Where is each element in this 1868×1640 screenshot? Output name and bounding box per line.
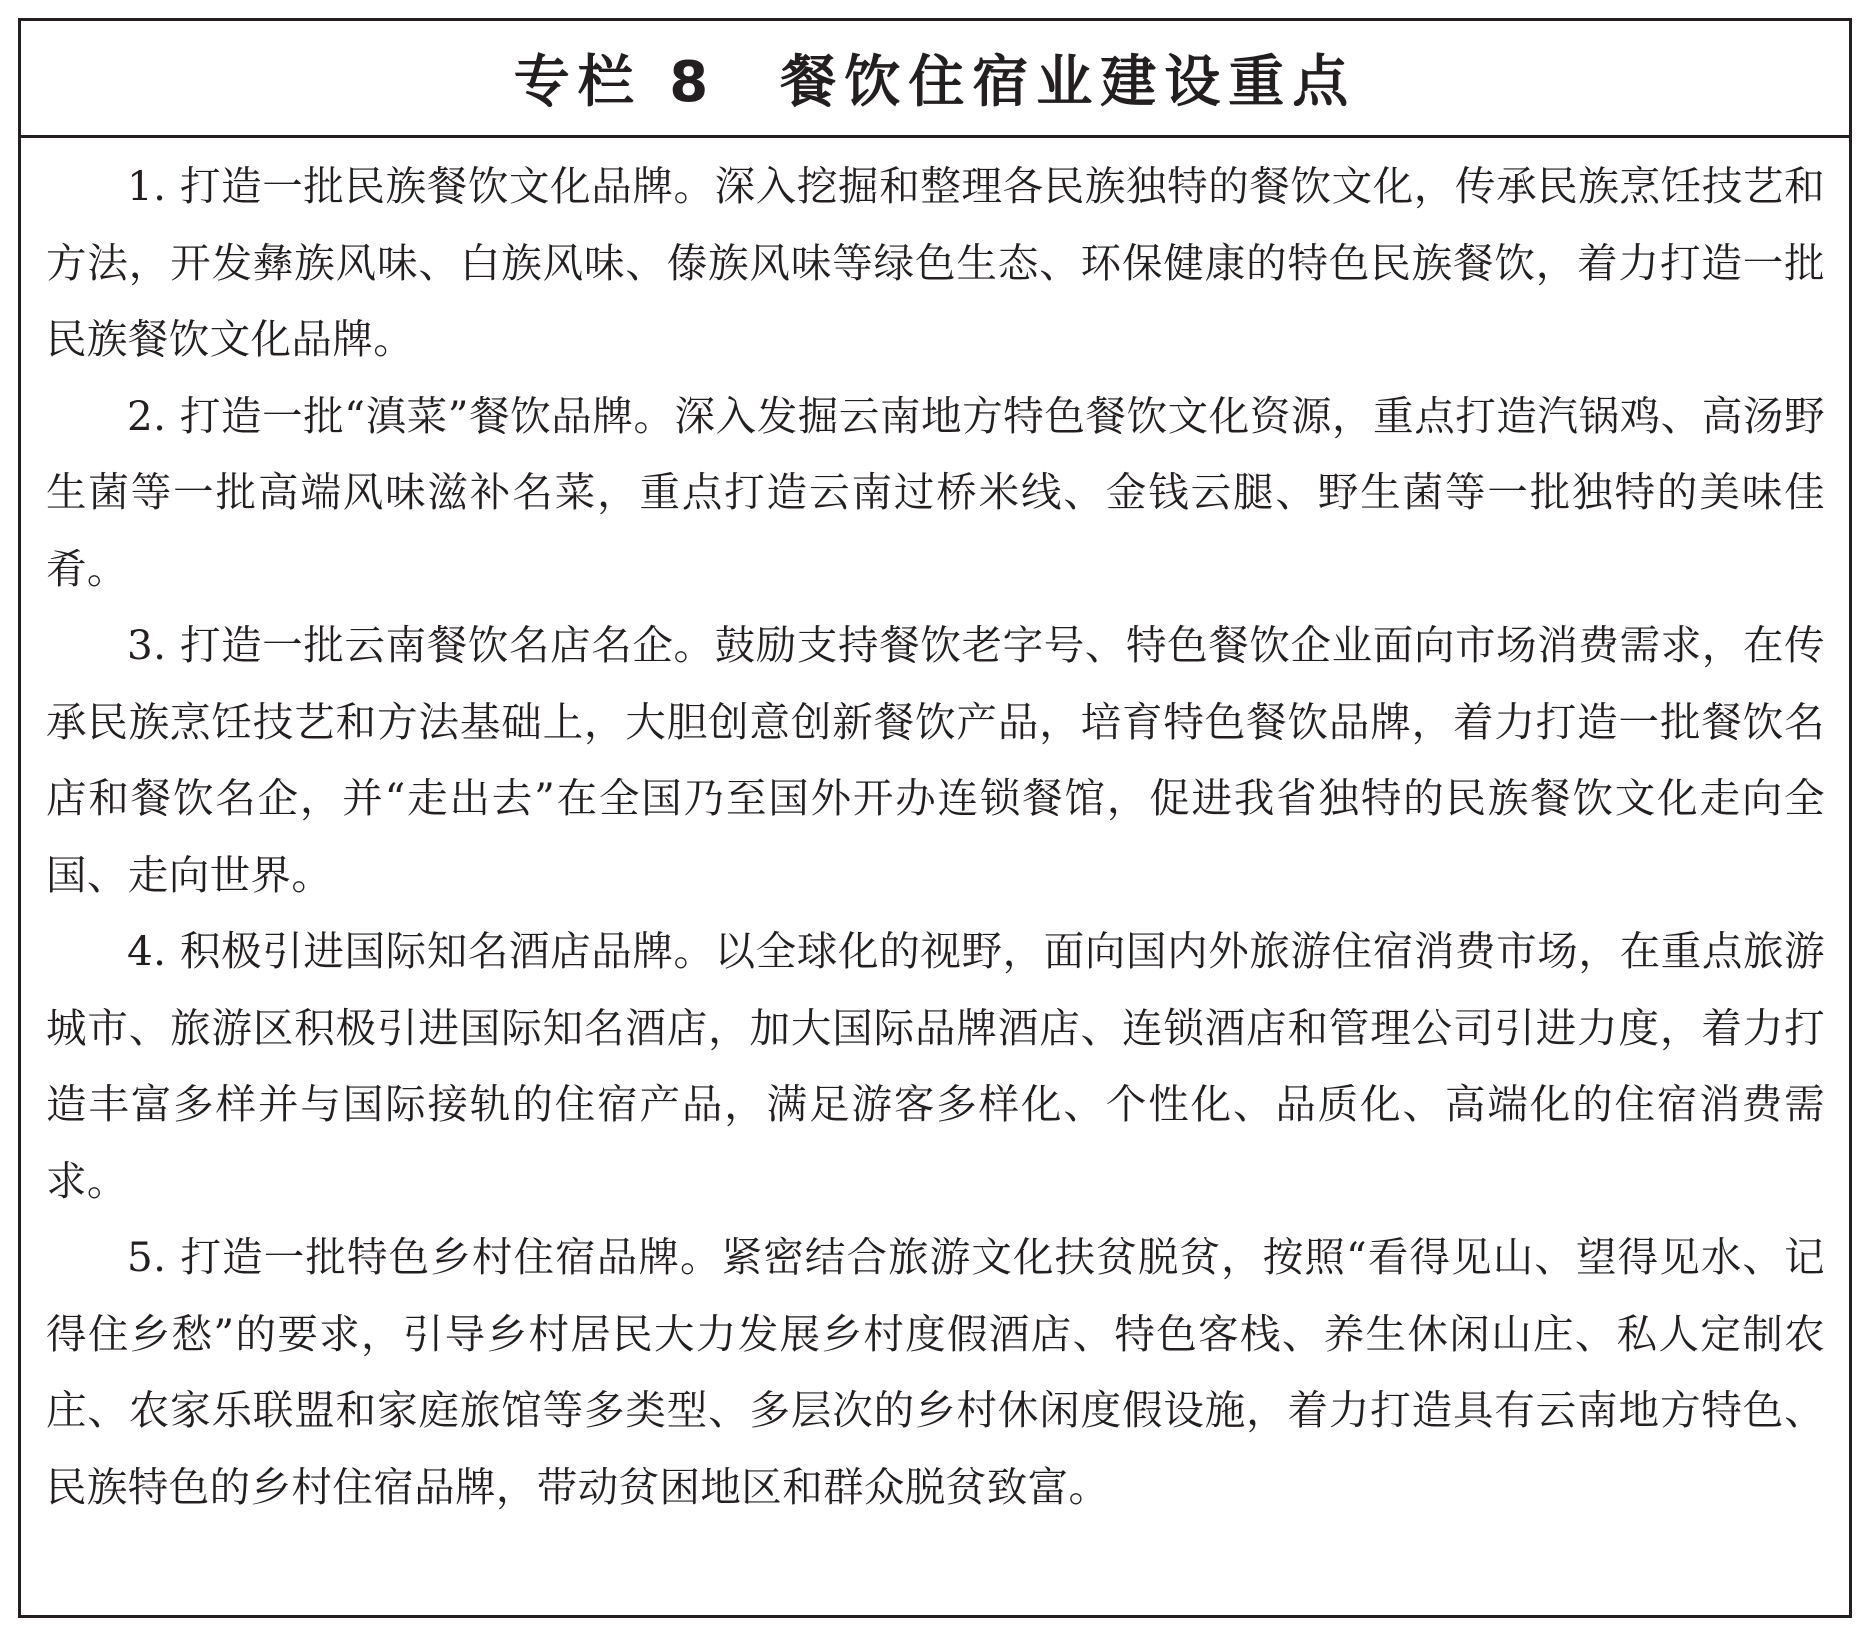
paragraph-2: 2. 打造一批“滇菜”餐饮品牌。深入发掘云南地方特色餐饮文化资源，重点打造汽锅鸡、高汤野生菌等一批高端风味滋补名菜，重点打造云南过桥米线、金钱云腿、野生菌等一批独特的美味佳肴。 — [46, 391, 1825, 593]
column-body — [21, 138, 1849, 1525]
column-box — [18, 18, 1852, 1618]
paragraph-4: 4. 积极引进国际知名酒店品牌。以全球化的视野，面向国内外旅游住宿消费市场，在重点旅游城市、旅游区积极引进国际知名酒店，加大国际品牌酒店、连锁酒店和管理公司引进力度，着力打造丰富多样并与国际接轨的住宿产品，满足游客多样化、个性化、品质化、高端化的住宿消费需求。 — [46, 927, 1825, 1205]
column-title: 专栏 8 餐饮住宿业建设重点 — [513, 50, 1357, 115]
paragraph-5: 5. 打造一批特色乡村住宿品牌。紧密结合旅游文化扶贫脱贫，按照“看得见山、望得见水、记得住乡愁”的要求，引导乡村居民大力发展乡村度假酒店、特色客栈、养生休闲山庄、私人定制农庄、农家乐联盟和家庭旅馆等多类型、多层次的乡村休闲度假设施，着力打造具有云南地方特色、民族特色的乡村住宿品牌，带动贫困地区和群众脱贫致富。 — [46, 1233, 1825, 1511]
paragraph-3: 3. 打造一批云南餐饮名店名企。鼓励支持餐饮老字号、特色餐饮企业面向市场消费需求，在传承民族烹饪技艺和方法基础上，大胆创意创新餐饮产品，培育特色餐饮品牌，着力打造一批餐饮名店和餐饮名企，并“走出去”在全国乃至国外开办连锁餐馆，促进我省独特的民族餐饮文化走向全国、走向世界。 — [46, 621, 1825, 899]
paragraph-1: 1. 打造一批民族餐饮文化品牌。深入挖掘和整理各民族独特的餐饮文化，传承民族烹饪技艺和方法，开发彝族风味、白族风味、傣族风味等绿色生态、环保健康的特色民族餐饮，着力打造一批民族餐饮文化品牌。 — [46, 162, 1825, 363]
column-header — [21, 21, 1849, 138]
